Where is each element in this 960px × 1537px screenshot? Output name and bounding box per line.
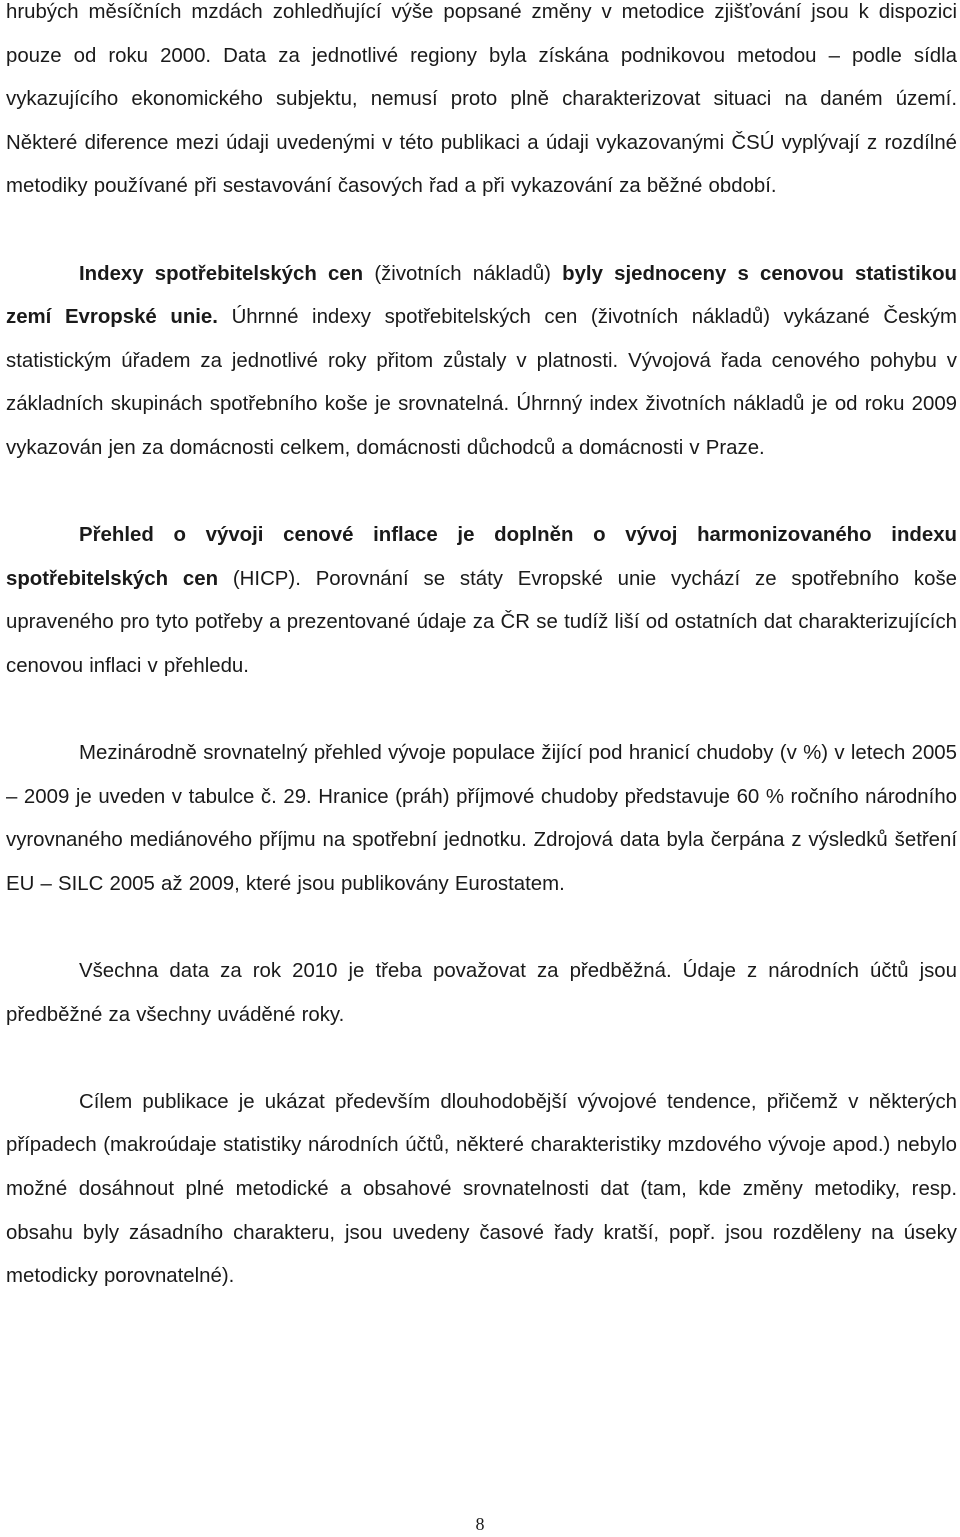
paragraph-bold-lead: Indexy spotřebitelských cen [79,262,364,285]
paragraph-text: (HICP). Porovnání se státy Evropské unie vychází ze spotřebního koše upraveného pro tyto potřeby a prezentované údaje za ČR se tudíž liší od ostatních dat charakterizujících cenovou inflaci v přehledu. [6,567,957,677]
paragraph-text: Mezinárodně srovnatelný přehled vývoje populace žijící pod hranicí chudoby (v %) v letech 2005 – 2009 je uveden v tabulce č. 29. Hranice (práh) příjmové chudoby představuje 60 % ročního národního vyrovnaného mediánového příjmu na spotřební jednotku. Zdrojová data byla čerpána z výsledků šetření EU – SILC 2005 až 2009, které jsou publikovány Eurostatem. [6,742,957,895]
paragraph-methodology-wages [6,0,957,209]
paragraph-price-indices [6,253,957,471]
paragraph-middle-text: (životních nákladů) [363,262,563,285]
paragraph-text: Cílem publikace je ukázat především dlouhodobější vývojové tendence, přičemž v některých případech (makroúdaje statistiky národních účtů, některé charakteristiky mzdového vývoje apod.) nebylo možné dosáhnout plné metodické a obsahové srovnatelnosti dat (tam, kde změny metodiky, resp. obsahu byly zásadního charakteru, jsou uvedeny časové řady kratší, popř. jsou rozděleny na úseky metodicky porovnatelné). [6,1090,957,1288]
paragraph-bold-phrase: byly sjednoceny s cenovou statistikou zemí Evropské unie. [6,262,957,329]
paragraph-hicp [6,514,957,688]
document-page [6,0,957,1299]
paragraph-text: hrubých měsíčních mzdách zohledňující výše popsané změny v metodice zjišťování jsou k dispozici pouze od roku 2000. Data za jednotlivé regiony byla získána podnikovou metodou – podle sídla vykazujícího ekonomického subjektu, nemusí proto plně charakterizovat situaci na daném území. Některé diference mezi údaji uvedenými v této publikaci a údaji vykazovanými ČSÚ vyplývají z rozdílné metodiky používané při sestavování časových řad a při vykazování za běžné období. [6,1,957,198]
paragraph-poverty [6,732,957,906]
paragraph-publication-goal [6,1081,957,1299]
paragraph-text: Všechna data za rok 2010 je třeba považovat za předběžná. Údaje z národních účtů jsou předběžné za všechny uváděné roky. [6,960,957,1026]
paragraph-bold-lead: Přehled o vývoji cenové inflace je doplněn o vývoj harmonizovaného indexu spotřebitelských cen [6,524,957,590]
page-number: 8 [475,1514,485,1534]
paragraph-text: Úhrnné indexy spotřebitelských cen (životních nákladů) vykázané Českým statistickým úřadem za jednotlivé roky přitom zůstaly v platnosti. Vývojová řada cenového pohybu v základních skupinách spotřebního koše je srovnatelná. Úhrnný index životních nákladů je od roku 2009 vykazován jen za domácnosti celkem, domácnosti důchodců a domácnosti v Praze. [6,306,957,459]
paragraph-preliminary-data [6,950,957,1037]
